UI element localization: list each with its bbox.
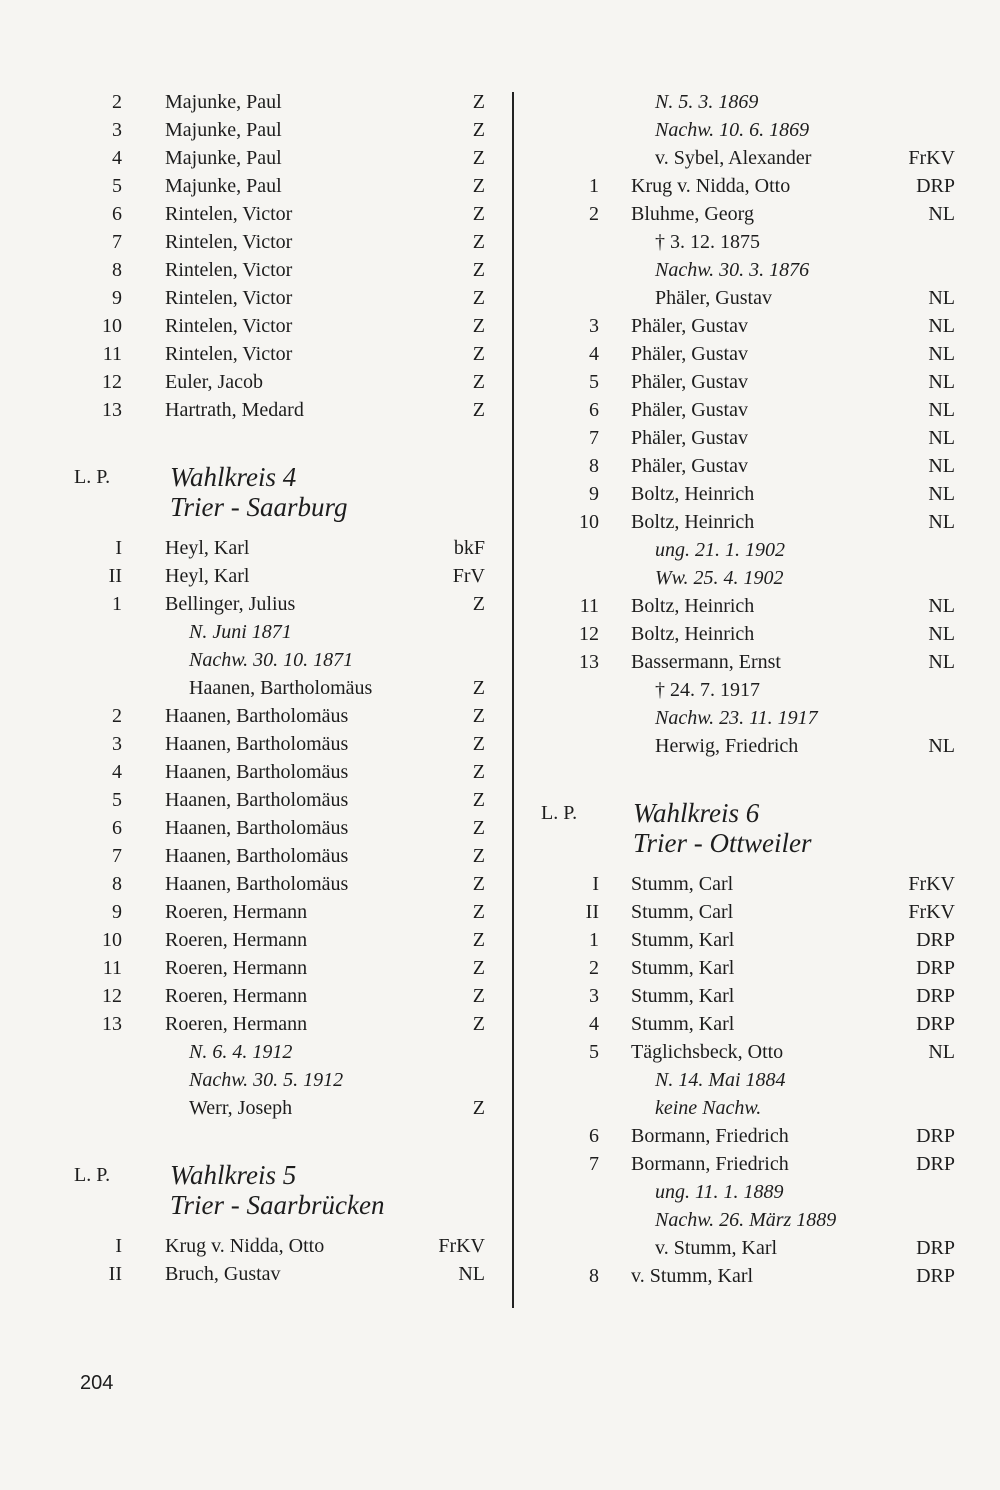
member-name: Roeren, Hermann [165, 957, 308, 979]
party-label: Z [472, 957, 485, 979]
party-label: NL [458, 1263, 485, 1285]
party-label: DRP [916, 1237, 955, 1259]
ballot-entry [0, 534, 490, 562]
note-entry [0, 1038, 490, 1066]
lp-label: L. P. [74, 466, 111, 488]
member-name: Bellinger, Julius [165, 593, 296, 615]
party-label: bkF [453, 537, 485, 559]
member-name: Haanen, Bartholomäus [165, 733, 349, 755]
note-entry [515, 116, 955, 144]
party-label: Z [472, 287, 485, 309]
period-number: I [592, 873, 599, 895]
member-name: Phäler, Gustav [631, 371, 748, 393]
party-label: NL [928, 623, 955, 645]
note-entry [0, 674, 490, 702]
ballot-entry [0, 590, 490, 618]
ballot-entry [0, 870, 490, 898]
party-label: DRP [916, 1265, 955, 1287]
member-name: Bluhme, Georg [631, 203, 754, 225]
member-name: Rintelen, Victor [165, 203, 293, 225]
member-name: Herwig, Friedrich [655, 735, 799, 757]
member-name: Bormann, Friedrich [631, 1153, 789, 1175]
period-number: 1 [112, 593, 122, 615]
ballot-entry [515, 452, 955, 480]
member-name: Haanen, Bartholomäus [165, 761, 349, 783]
party-label: Z [472, 175, 485, 197]
ballot-entry [0, 172, 490, 200]
member-name: Roeren, Hermann [165, 985, 308, 1007]
period-number: 12 [579, 623, 599, 645]
member-name: Stumm, Karl [631, 985, 735, 1007]
party-label: Z [472, 315, 485, 337]
member-name: Roeren, Hermann [165, 929, 308, 951]
ballot-entry [515, 1150, 955, 1178]
member-name: Haanen, Bartholomäus [165, 817, 349, 839]
party-label: NL [928, 651, 955, 673]
ballot-entry [0, 842, 490, 870]
ballot-entry [0, 144, 490, 172]
note-entry [515, 564, 955, 592]
member-name: Euler, Jacob [165, 371, 264, 393]
party-label: Z [472, 371, 485, 393]
period-number: 3 [589, 315, 599, 337]
member-name: Phäler, Gustav [631, 427, 748, 449]
member-name: Roeren, Hermann [165, 901, 308, 923]
party-label: Z [472, 399, 485, 421]
ballot-entry [0, 702, 490, 730]
party-label: Z [472, 343, 485, 365]
party-label: Z [472, 91, 485, 113]
note-entry [515, 284, 955, 312]
party-label: NL [928, 455, 955, 477]
ballot-entry [515, 1038, 955, 1066]
period-number: 10 [102, 315, 122, 337]
note-text: Ww. 25. 4. 1902 [655, 567, 784, 589]
party-label: NL [928, 427, 955, 449]
ballot-entry [0, 730, 490, 758]
party-label: Z [472, 873, 485, 895]
constituency-title: Wahlkreis 5 [170, 1160, 297, 1190]
member-name: Bassermann, Ernst [631, 651, 781, 673]
period-number: 9 [112, 901, 122, 923]
note-text: ung. 11. 1. 1889 [655, 1181, 784, 1203]
period-number: 12 [102, 371, 122, 393]
note-text: Nachw. 30. 5. 1912 [189, 1069, 344, 1091]
period-number: 2 [112, 705, 122, 727]
note-entry [515, 1094, 955, 1122]
party-label: DRP [916, 957, 955, 979]
ballot-entry [515, 870, 955, 898]
note-entry [515, 1066, 955, 1094]
party-label: Z [472, 677, 485, 699]
party-label: Z [472, 733, 485, 755]
party-label: Z [472, 901, 485, 923]
note-text: Nachw. 30. 10. 1871 [189, 649, 354, 671]
ballot-entry [515, 1122, 955, 1150]
member-name: Stumm, Karl [631, 929, 735, 951]
note-entry [515, 704, 955, 732]
note-entry [0, 1066, 490, 1094]
note-text: Nachw. 23. 11. 1917 [655, 707, 818, 729]
ballot-entry [515, 312, 955, 340]
member-name: Bruch, Gustav [165, 1263, 281, 1285]
member-name: Boltz, Heinrich [631, 511, 755, 533]
ballot-entry [0, 200, 490, 228]
period-number: 2 [589, 957, 599, 979]
period-number: 11 [102, 343, 122, 365]
period-number: I [115, 537, 122, 559]
ballot-entry [515, 480, 955, 508]
party-label: FrV [452, 565, 485, 587]
member-name: Rintelen, Victor [165, 231, 293, 253]
party-label: FrKV [438, 1235, 485, 1257]
member-name: Majunke, Paul [165, 91, 282, 113]
note-text: Nachw. 26. März 1889 [655, 1209, 837, 1231]
ballot-entry [0, 1260, 490, 1288]
note-text: Nachw. 10. 6. 1869 [655, 119, 810, 141]
ballot-entry [515, 898, 955, 926]
period-number: 5 [112, 789, 122, 811]
ballot-entry [0, 368, 490, 396]
period-number: 9 [589, 483, 599, 505]
ballot-entry [515, 954, 955, 982]
page-number: 204 [80, 1372, 114, 1394]
note-entry [515, 536, 955, 564]
ballot-entry [0, 982, 490, 1010]
note-text: † 24. 7. 1917 [655, 679, 760, 701]
note-text: keine Nachw. [655, 1097, 762, 1119]
constituency-subtitle-row [0, 492, 490, 522]
party-label: Z [472, 845, 485, 867]
party-label: NL [928, 315, 955, 337]
note-entry [515, 1178, 955, 1206]
party-label: Z [472, 1013, 485, 1035]
party-label: NL [928, 203, 955, 225]
note-text: N. Juni 1871 [189, 621, 292, 643]
period-number: II [585, 901, 599, 923]
party-label: FrKV [908, 873, 955, 895]
period-number: 7 [112, 845, 122, 867]
member-name: v. Sybel, Alexander [655, 147, 812, 169]
member-name: Haanen, Bartholomäus [165, 789, 349, 811]
period-number: II [108, 1263, 122, 1285]
period-number: 3 [112, 119, 122, 141]
constituency-subtitle-row [515, 828, 955, 858]
ballot-entry [515, 508, 955, 536]
party-label: Z [472, 705, 485, 727]
party-label: NL [928, 511, 955, 533]
party-label: DRP [916, 1125, 955, 1147]
period-number: 13 [102, 399, 122, 421]
member-name: Stumm, Karl [631, 957, 735, 979]
period-number: 3 [112, 733, 122, 755]
member-name: Phäler, Gustav [655, 287, 772, 309]
party-label: Z [472, 1097, 485, 1119]
note-text: ung. 21. 1. 1902 [655, 539, 785, 561]
member-name: Majunke, Paul [165, 175, 282, 197]
ballot-entry [515, 172, 955, 200]
member-name: Majunke, Paul [165, 119, 282, 141]
ballot-entry [0, 786, 490, 814]
period-number: 7 [112, 231, 122, 253]
ballot-entry [515, 592, 955, 620]
member-name: Roeren, Hermann [165, 1013, 308, 1035]
party-label: DRP [916, 175, 955, 197]
period-number: 4 [112, 761, 122, 783]
note-entry [515, 1234, 955, 1262]
constituency-subtitle-row [0, 1190, 490, 1220]
note-text: † 3. 12. 1875 [655, 231, 760, 253]
member-name: Rintelen, Victor [165, 315, 293, 337]
ballot-entry [0, 396, 490, 424]
member-name: Hartrath, Medard [165, 399, 304, 421]
ballot-entry [0, 926, 490, 954]
period-number: I [115, 1235, 122, 1257]
constituency-subtitle: Trier - Ottweiler [633, 828, 812, 858]
period-number: 7 [589, 427, 599, 449]
note-text: N. 14. Mai 1884 [655, 1069, 786, 1091]
period-number: 6 [112, 203, 122, 225]
ballot-entry [515, 368, 955, 396]
period-number: II [108, 565, 122, 587]
ballot-entry [515, 200, 955, 228]
period-number: 4 [112, 147, 122, 169]
period-number: 5 [589, 371, 599, 393]
period-number: 11 [102, 957, 122, 979]
constituency-header-5 [0, 1160, 490, 1190]
party-label: DRP [916, 929, 955, 951]
period-number: 5 [589, 1041, 599, 1063]
constituency-title: Wahlkreis 4 [170, 462, 297, 492]
party-label: NL [928, 735, 955, 757]
ballot-entry [0, 228, 490, 256]
member-name: Krug v. Nidda, Otto [631, 175, 791, 197]
entries-block [515, 870, 955, 1290]
ballot-entry [0, 758, 490, 786]
party-label: Z [472, 147, 485, 169]
note-entry [0, 646, 490, 674]
ballot-entry [0, 312, 490, 340]
period-number: 8 [112, 259, 122, 281]
ballot-entry [0, 814, 490, 842]
ballot-entry [0, 340, 490, 368]
note-entry [515, 732, 955, 760]
party-label: Z [472, 203, 485, 225]
party-label: Z [472, 593, 485, 615]
left-column [0, 88, 490, 1288]
member-name: Krug v. Nidda, Otto [165, 1235, 325, 1257]
period-number: 9 [112, 287, 122, 309]
period-number: 13 [579, 651, 599, 673]
constituency-title: Wahlkreis 6 [633, 798, 760, 828]
ballot-entry [515, 396, 955, 424]
period-number: 5 [112, 175, 122, 197]
member-name: Stumm, Carl [631, 901, 734, 923]
party-label: NL [928, 371, 955, 393]
note-entry [0, 1094, 490, 1122]
note-entry [515, 228, 955, 256]
period-number: 8 [589, 455, 599, 477]
member-name: Phäler, Gustav [631, 399, 748, 421]
ballot-entry [515, 424, 955, 452]
member-name: v. Stumm, Karl [655, 1237, 778, 1259]
period-number: 12 [102, 985, 122, 1007]
member-name: Rintelen, Victor [165, 343, 293, 365]
period-number: 8 [112, 873, 122, 895]
note-text: Nachw. 30. 3. 1876 [655, 259, 810, 281]
ballot-entry [0, 256, 490, 284]
period-number: 11 [579, 595, 599, 617]
member-name: Haanen, Bartholomäus [165, 705, 349, 727]
member-name: Boltz, Heinrich [631, 595, 755, 617]
period-number: 7 [589, 1153, 599, 1175]
member-name: Heyl, Karl [165, 565, 250, 587]
member-name: Bormann, Friedrich [631, 1125, 789, 1147]
party-label: Z [472, 985, 485, 1007]
period-number: 3 [589, 985, 599, 1007]
party-label: NL [928, 1041, 955, 1063]
period-number: 10 [579, 511, 599, 533]
note-text: N. 6. 4. 1912 [189, 1041, 293, 1063]
entries-block [0, 88, 490, 424]
ballot-entry [515, 620, 955, 648]
member-name: Haanen, Bartholomäus [189, 677, 373, 699]
ballot-entry [0, 954, 490, 982]
constituency-subtitle: Trier - Saarbrücken [170, 1190, 385, 1220]
period-number: 6 [112, 817, 122, 839]
note-text: N. 5. 3. 1869 [655, 91, 759, 113]
period-number: 6 [589, 1125, 599, 1147]
right-column [515, 88, 955, 1290]
party-label: DRP [916, 1013, 955, 1035]
period-number: 6 [589, 399, 599, 421]
member-name: Haanen, Bartholomäus [165, 845, 349, 867]
party-label: Z [472, 817, 485, 839]
period-number: 1 [589, 929, 599, 951]
period-number: 1 [589, 175, 599, 197]
member-name: Boltz, Heinrich [631, 483, 755, 505]
member-name: Majunke, Paul [165, 147, 282, 169]
member-name: Heyl, Karl [165, 537, 250, 559]
note-entry [515, 144, 955, 172]
period-number: 2 [112, 91, 122, 113]
ballot-entry [0, 116, 490, 144]
member-name: Phäler, Gustav [631, 343, 748, 365]
ballot-entry [515, 648, 955, 676]
party-label: NL [928, 595, 955, 617]
party-label: FrKV [908, 901, 955, 923]
lp-label: L. P. [74, 1164, 111, 1186]
ballot-entry [0, 898, 490, 926]
party-label: NL [928, 343, 955, 365]
ballot-entry [515, 1262, 955, 1290]
period-number: 10 [102, 929, 122, 951]
entries-block [515, 88, 955, 760]
note-entry [0, 618, 490, 646]
note-entry [515, 256, 955, 284]
constituency-header-4 [0, 462, 490, 492]
party-label: DRP [916, 985, 955, 1007]
ballot-entry [0, 1232, 490, 1260]
member-name: Stumm, Karl [631, 1013, 735, 1035]
party-label: Z [472, 259, 485, 281]
ballot-entry [515, 1010, 955, 1038]
member-name: Werr, Joseph [189, 1097, 293, 1119]
party-label: NL [928, 287, 955, 309]
entries-block [0, 1232, 490, 1288]
period-number: 2 [589, 203, 599, 225]
party-label: FrKV [908, 147, 955, 169]
member-name: Rintelen, Victor [165, 259, 293, 281]
ballot-entry [0, 88, 490, 116]
member-name: Täglichsbeck, Otto [631, 1041, 784, 1063]
ballot-entry [0, 284, 490, 312]
member-name: Haanen, Bartholomäus [165, 873, 349, 895]
period-number: 4 [589, 1013, 599, 1035]
member-name: v. Stumm, Karl [631, 1265, 754, 1287]
lp-label: L. P. [541, 802, 578, 824]
ballot-entry [515, 982, 955, 1010]
party-label: NL [928, 483, 955, 505]
party-label: NL [928, 399, 955, 421]
party-label: Z [472, 119, 485, 141]
party-label: Z [472, 231, 485, 253]
constituency-header-6 [515, 798, 955, 828]
party-label: DRP [916, 1153, 955, 1175]
member-name: Phäler, Gustav [631, 315, 748, 337]
ballot-entry [0, 562, 490, 590]
ballot-entry [515, 340, 955, 368]
party-label: Z [472, 929, 485, 951]
member-name: Phäler, Gustav [631, 455, 748, 477]
constituency-subtitle: Trier - Saarburg [170, 492, 348, 522]
note-entry [515, 1206, 955, 1234]
member-name: Boltz, Heinrich [631, 623, 755, 645]
note-entry [515, 676, 955, 704]
column-divider [512, 92, 514, 1308]
party-label: Z [472, 789, 485, 811]
ballot-entry [515, 926, 955, 954]
entries-block [0, 534, 490, 1122]
period-number: 13 [102, 1013, 122, 1035]
member-name: Stumm, Carl [631, 873, 734, 895]
period-number: 4 [589, 343, 599, 365]
note-entry [515, 88, 955, 116]
member-name: Rintelen, Victor [165, 287, 293, 309]
ballot-entry [0, 1010, 490, 1038]
period-number: 8 [589, 1265, 599, 1287]
party-label: Z [472, 761, 485, 783]
